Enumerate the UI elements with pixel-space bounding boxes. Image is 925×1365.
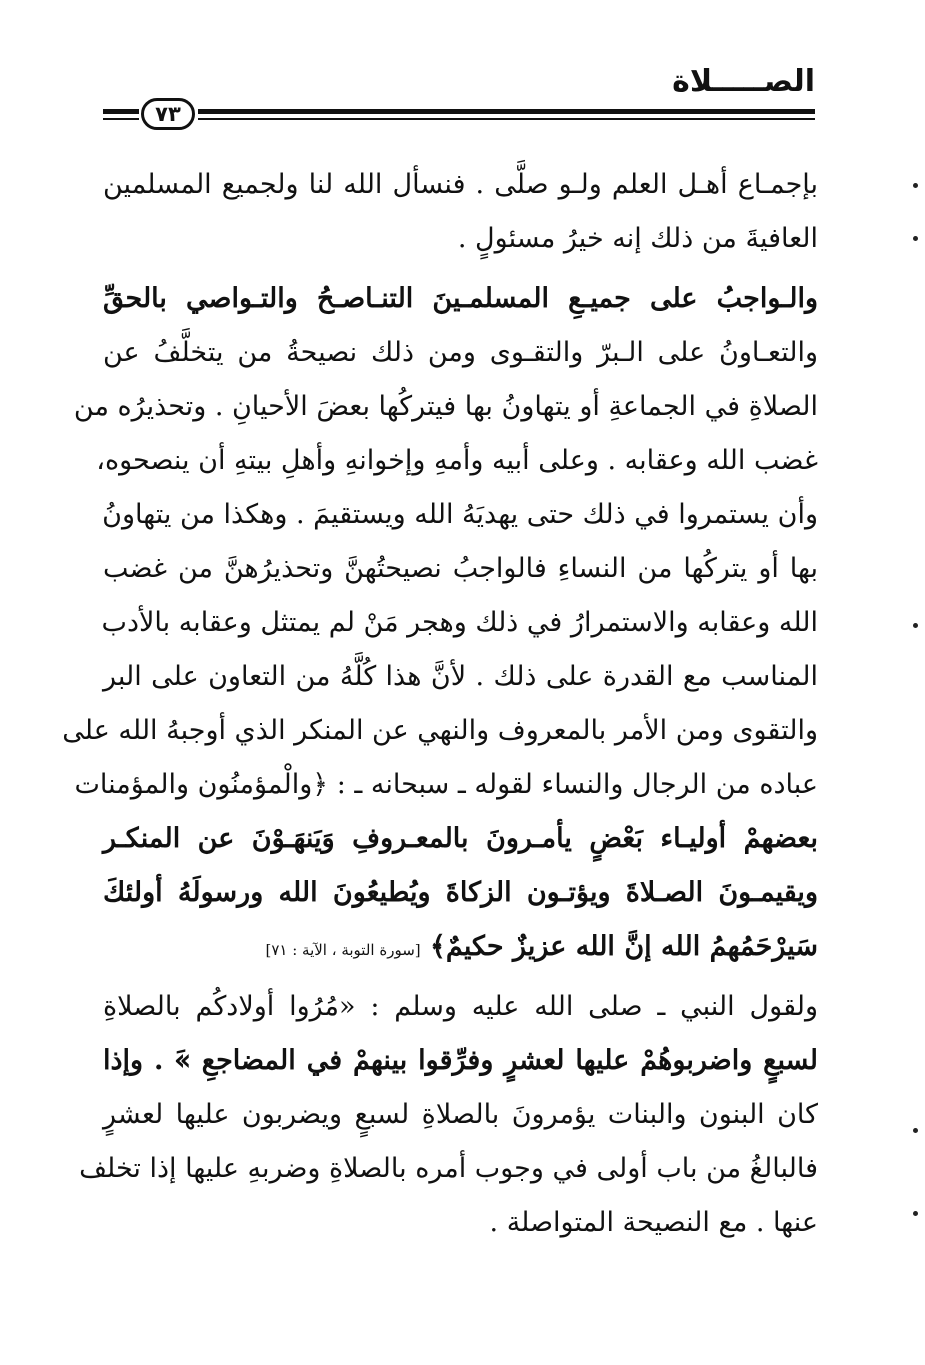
text-line: وأن يستمروا في ذلك حتى يهديَهُ الله ويستقيمَ . وهكذا من يتهاونُ <box>102 499 818 530</box>
body-text <box>62 158 818 1250</box>
text-line: كان البنون والبنات يؤمرونَ بالصلاةِ لسبعٍ ويضربون عليها لعشرٍ <box>103 1099 818 1130</box>
text-line: فالبالغُ من باب أولى في وجوب أمره بالصلاةِ وضربهِ عليها إذا تخلف <box>79 1153 818 1184</box>
page-number: ٧٣ <box>141 98 195 130</box>
text-line: والـواجبُ على جميـعِ المسلمـينَ التنـاصـحُ والتـواصي بالحقِّ <box>103 283 818 314</box>
hadith-line: لسبعٍ واضربوهُمْ عليها لعشرٍ وفرِّقوا بينهمْ في المضاجعِ »َ . وإذا <box>103 1045 818 1076</box>
quran-line: بعضهمْ أوليـاء بَعْضٍ يأمـرونَ بالمعـروفِ وَيَنهَـوْنَ عن المنكـر <box>103 823 818 854</box>
margin-mark <box>913 1211 918 1216</box>
header-rule <box>103 96 815 136</box>
quran-reference: [سورة التوبة ، الآية : ٧١] <box>265 941 421 959</box>
quran-line <box>103 920 818 974</box>
text-line: الصلاةِ في الجماعةِ أو يتهاونُ بها فيتركُها بعضَ الأحيانِ . وتحذيرُه من <box>73 391 818 422</box>
text-line: والتقوى ومن الأمر بالمعروف والنهي عن المنكر الذي أوجبهُ الله على <box>62 715 818 746</box>
text-line: ولقول النبي ـ صلى الله عليه وسلم : «مُرُوا أولادكُم بالصلاةِ <box>103 991 818 1022</box>
margin-mark <box>913 183 918 188</box>
text-line: بإجمـاع أهـل العلم ولـو صلَّى . فنسأل الله لنا ولجميع المسلمين <box>103 169 818 200</box>
text-line: المناسب مع القدرة على ذلك . لأنَّ هذا كُلَّهُ من التعاون على البر <box>103 661 818 692</box>
chapter-title: الصـــــلاة <box>672 64 815 99</box>
header-rule-right <box>198 109 815 124</box>
quran-line: ويقيمـونَ الصـلاةَ ويؤتـون الزكاةَ ويُطيعُونَ الله ورسولَهُ أولئكَ <box>103 877 818 908</box>
margin-mark <box>913 236 918 241</box>
margin-mark <box>913 1128 918 1133</box>
text-line: غضب الله وعقابه . وعلى أبيه وأمهِ وإخوانهِ وأهلِ بيتهِ أن ينصحوه، <box>96 445 818 476</box>
text-line: عباده من الرجال والنساء لقوله ـ سبحانه ـ : ﴿والْمؤمنُون والمؤمنات <box>74 769 818 800</box>
text-line: بها أو يتركُها من النساءِ فالواجبُ نصيحتُهنَّ وتحذيرُهنَّ من غضب <box>103 553 818 584</box>
text-line: عنها . مع النصيحة المتواصلة . <box>489 1207 818 1238</box>
margin-mark <box>913 623 918 628</box>
text-line: العافيةَ من ذلك إنه خيرُ مسئولٍ . <box>457 223 818 254</box>
text-line: والتعـاونُ على الـبرّ والتقـوى ومن ذلك نصيحةُ من يتخلَّفُ عن <box>103 337 818 368</box>
quran-verse-end: سَيرْحَمُهمُ الله إنَّ الله عزيزٌ حكيمٌ﴾ <box>430 931 818 962</box>
header-rule-left <box>103 109 139 124</box>
text-line: الله وعقابه والاستمرارُ في ذلك وهجر مَنْ لم يمتثل وعقابه بالأدب <box>101 607 818 638</box>
